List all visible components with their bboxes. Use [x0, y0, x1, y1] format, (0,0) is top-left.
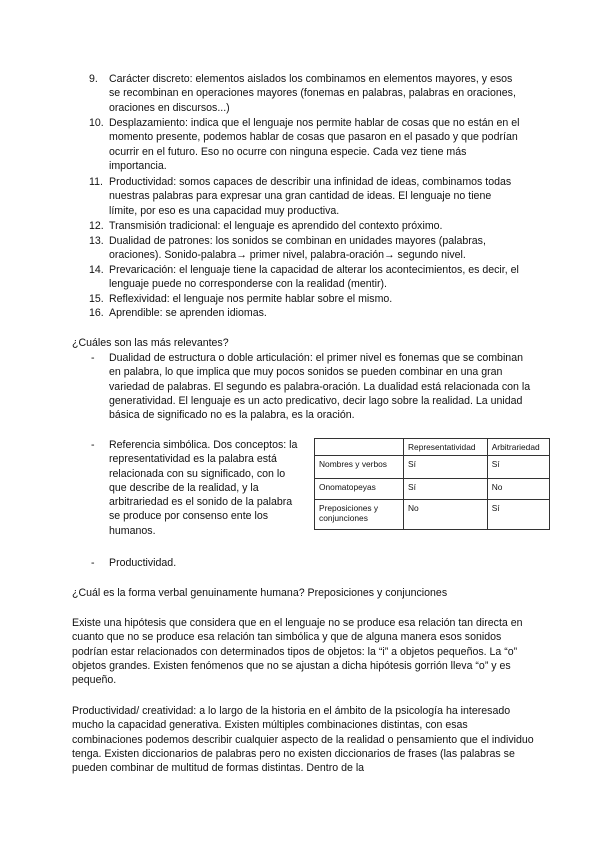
list-text: Transmisión tradicional: el lenguaje es aprendido del contexto próximo.	[109, 220, 443, 232]
question-heading: ¿Cuáles son las más relevantes?	[72, 337, 229, 349]
list-item-9	[89, 72, 521, 115]
list-text: Carácter discreto: elementos aislados los combinamos en elementos mayores, y esos se recombinan en operaciones mayores (fonemas en palabras, palabras en oraciones, oraciones en discursos...)	[109, 73, 516, 114]
table-header-cell: Arbitrariedad	[487, 439, 549, 456]
hypothesis-paragraph: Existe una hipótesis que considera que en el lenguaje no se produce esa relación tan directa en cuanto que no se produce esa relación tan simbólica y que de alguna manera esos sonidos podrían estar relacionados con determinados tipos de objetos: la “i” a objetos pequeños. La “o” objetos grandes. Existen fenómenos que no se ajustan a dicha hipótesis gorrión lleva “o” y es pequeño.	[72, 617, 523, 687]
table-header-cell	[315, 439, 404, 456]
list-text: Desplazamiento: indica que el lenguaje nos permite hablar de cosas que no están en el momento presente, podemos hablar de cosas que pasaron en el pasado y que podrían ocurrir en el futuro. Eso no ocurre con ninguna especie. Cada vez tiene más importancia.	[109, 117, 520, 172]
productivity-paragraph: Productividad/ creatividad: a lo largo de la historia en el ámbito de la psicología ha interesado mucho la capacidad generativa. Existen múltiples combinaciones distintas, con esas combinaciones podemos describir cualquier aspecto de la realidad o pensamiento que el individuo tenga. Existen diccionarios de palabras pero no existen diccionarios de frases (las palabras se pueden combinar de multitud de formas distintas. Dentro de la	[72, 705, 534, 775]
table-row	[315, 479, 550, 500]
list-text: Reflexividad: el lenguaje nos permite hablar sobre el mismo.	[109, 293, 393, 305]
table-cell: Sí	[487, 456, 549, 479]
list-number: 12.	[89, 220, 104, 232]
list-item-12	[89, 219, 521, 233]
list-item-15	[89, 292, 521, 306]
list-text: Prevaricación: el lenguaje tiene la capacidad de alterar los acontecimientos, es decir, el lenguaje puede no corresponderse con la realidad (mentir).	[109, 264, 519, 291]
bullet-dualidad: Dualidad de estructura o doble articulación: el primer nivel es fonemas que se combinan en palabra, lo que implica que muy pocos sonidos se pueden combinar en una gran variedad de palabras. El segundo es palabra-oración. La dualidad está relacionada con la generatividad. El lenguaje es un acto predicativo, decir lago sobre la realidad. La unidad básica de significado no es la palabra, es la oración.	[109, 352, 531, 422]
list-number: 14.	[89, 264, 104, 276]
bullet-productividad: Productividad.	[109, 557, 177, 569]
table-row	[315, 456, 550, 479]
comparison-table	[314, 438, 550, 530]
list-number: 16.	[89, 307, 104, 319]
list-item-11	[89, 175, 521, 218]
list-text: Aprendible: se aprenden idiomas.	[109, 307, 267, 319]
list-item-10	[89, 116, 521, 173]
list-text: Productividad: somos capaces de describir una infinidad de ideas, combinamos todas nuestras palabras para expresar una gran cantidad de ideas. El lenguaje no tiene límite, por eso es una capacidad muy productiva.	[109, 176, 512, 217]
table-cell: Preposiciones y conjunciones	[315, 500, 404, 530]
list-number: 9.	[89, 73, 98, 85]
table-cell: Sí	[404, 479, 488, 500]
table-cell: Sí	[404, 456, 488, 479]
table-cell: Sí	[487, 500, 549, 530]
table-cell: No	[404, 500, 488, 530]
list-item-16	[89, 306, 521, 320]
table-header-row	[315, 439, 550, 456]
dash-bullet: -	[91, 352, 95, 364]
table-row	[315, 500, 550, 530]
dash-bullet: -	[91, 439, 95, 451]
list-text: Dualidad de patrones: los sonidos se combinan en unidades mayores (palabras, oraciones). Sonido-palabra→ primer nivel, palabra-oración→ segundo nivel.	[109, 235, 486, 262]
table-header-cell: Representatividad	[404, 439, 488, 456]
dash-bullet: -	[91, 557, 95, 569]
list-number: 11.	[89, 176, 103, 188]
question-heading: ¿Cuál es la forma verbal genuinamente humana? Preposiciones y conjunciones	[72, 587, 448, 599]
table-cell: No	[487, 479, 549, 500]
list-item-14	[89, 263, 521, 292]
list-number: 13.	[89, 235, 104, 247]
table-cell: Nombres y verbos	[315, 456, 404, 479]
list-number: 10.	[89, 117, 104, 129]
table-cell: Onomatopeyas	[315, 479, 404, 500]
list-item-13	[89, 234, 521, 263]
bullet-referencia: Referencia simbólica. Dos conceptos: la representatividad es la palabra está relacionada con su significado, con lo que describe de la realidad, y la arbitrariedad es el sonido de la palabra se produce por consenso ente los humanos.	[109, 439, 298, 537]
list-number: 15.	[89, 293, 104, 305]
